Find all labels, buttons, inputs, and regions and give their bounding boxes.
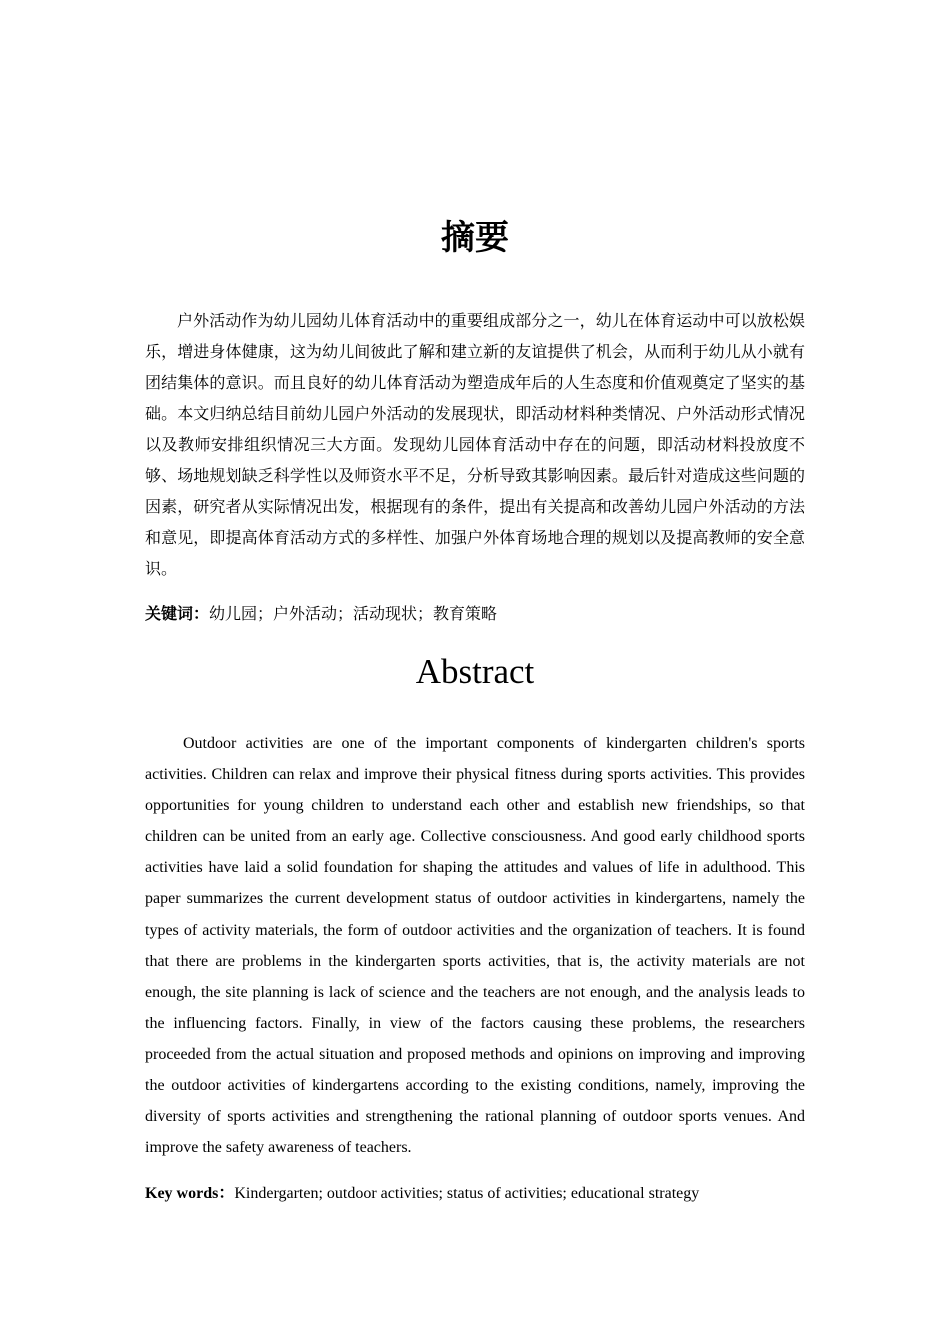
chinese-keywords — [145, 598, 805, 629]
english-abstract-body: Outdoor activities are one of the important components of kindergarten children's sports activities. Children can relax and improve their physical fitness during sports activities. This provides opportunities for young children to understand each other and establish new friendships, so that children can be united from an early age. Collective consciousness. And good early childhood sports activities have laid a solid foundation for shaping the attitudes and values of life in adulthood. This paper summarizes the current development status of outdoor activities in kindergartens, namely the types of activity materials, the form of outdoor activities and the organization of teachers. It is found that there are problems in the kindergarten sports activities, that is, the activity materials are not enough, the site planning is lack of science and the teachers are not enough, and the analysis leads to the influencing factors. Finally, in view of the factors causing these problems, the researchers proceeded from the actual situation and proposed methods and opinions on improving and improving the outdoor activities of kindergartens according to the existing conditions, namely, improving the diversity of sports activities and strengthening the rational planning of outdoor sports venues. And improve the safety awareness of teachers. — [145, 735, 805, 1157]
chinese-keywords-text: 幼儿园；户外活动；活动现状；教育策略 — [209, 604, 498, 623]
chinese-abstract-title: 摘要 — [441, 218, 509, 258]
english-abstract-title: Abstract — [415, 652, 535, 691]
english-keywords — [145, 1178, 805, 1209]
english-keywords-label: Key words： — [145, 1185, 235, 1202]
english-keywords-text: Kindergarten; outdoor activities; status of activities; educational strategy — [234, 1185, 700, 1202]
chinese-abstract-body: 户外活动作为幼儿园幼儿体育活动中的重要组成部分之一，幼儿在体育运动中可以放松娱乐，增进身体健康，这为幼儿间彼此了解和建立新的友谊提供了机会，从而利于幼儿从小就有团结集体的意识。而且良好的幼儿体育活动为塑造成年后的人生态度和价值观奠定了坚实的基础。本文归纳总结目前幼儿园户外活动的发展现状，即活动材料种类情况、户外活动形式情况以及教师安排组织情况三大方面。发现幼儿园体育活动中存在的问题，即活动材料投放度不够、场地规划缺乏科学性以及师资水平不足，分析导致其影响因素。最后针对造成这些问题的因素，研究者从实际情况出发，根据现有的条件，提出有关提高和改善幼儿园户外活动的方法和意见，即提高体育活动方式的多样性、加强户外体育场地合理的规划以及提高教师的安全意识。 — [145, 311, 805, 578]
chinese-keywords-label: 关键词： — [145, 604, 210, 623]
